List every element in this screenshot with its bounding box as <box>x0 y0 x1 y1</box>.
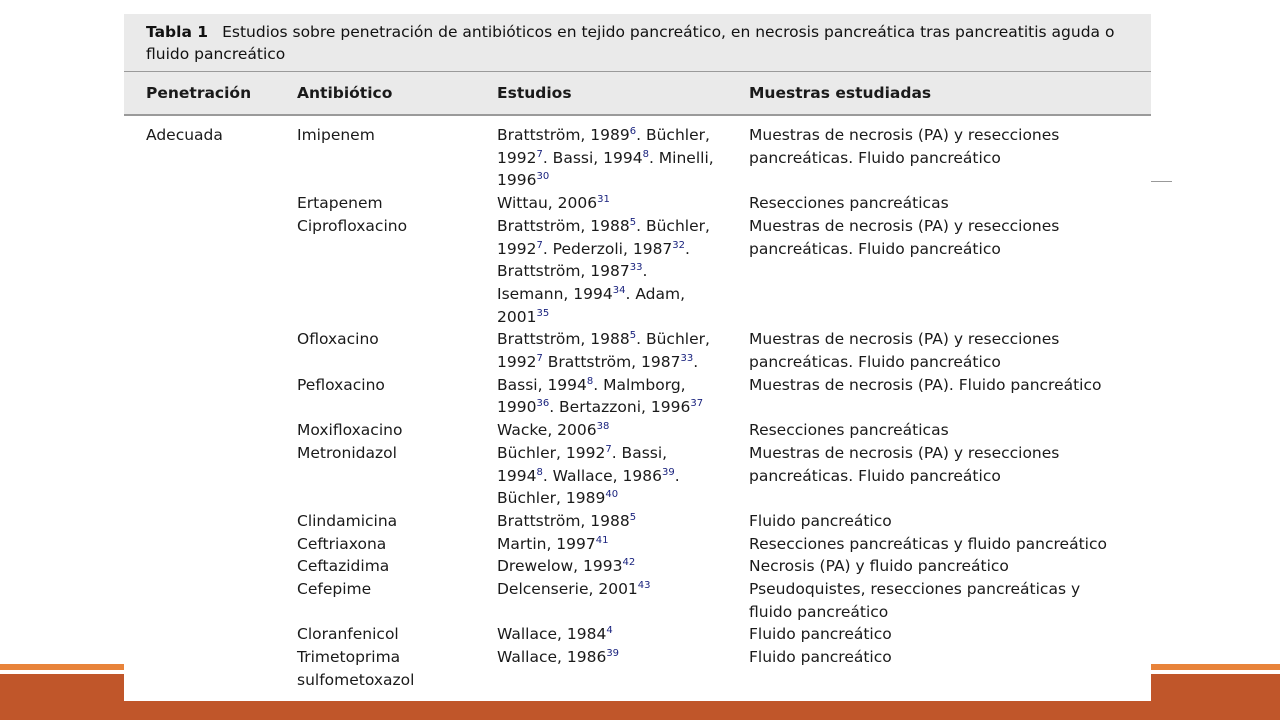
cell-muestras: Muestras de necrosis (PA) y resecciones pancreáticas. Fluido pancreático <box>749 126 1060 167</box>
cell-penetracion <box>124 215 297 329</box>
table-header-row <box>124 71 1151 116</box>
cell-penetracion <box>124 328 297 373</box>
cell-estudios <box>497 419 749 442</box>
reference-number[interactable]: 34 <box>612 284 626 296</box>
study-citation: Brattström, 1988 <box>497 216 630 235</box>
reference-number[interactable]: 8 <box>642 148 649 160</box>
cell-estudios <box>497 328 749 373</box>
reference-number[interactable]: 31 <box>597 193 610 205</box>
reference-number[interactable]: 41 <box>595 534 609 546</box>
reference-number[interactable]: 8 <box>536 466 543 478</box>
table-row <box>124 510 1151 533</box>
study-citation: Wittau, 2006 <box>497 194 598 213</box>
cell-estudios <box>497 192 749 215</box>
reference-number[interactable]: 30 <box>536 171 550 183</box>
cell-penetracion <box>124 374 297 419</box>
reference-number[interactable]: 39 <box>606 648 620 660</box>
cell-antibiotico: Ceftazidima <box>297 557 390 576</box>
cell-penetracion <box>124 419 297 442</box>
study-citation: . <box>693 353 699 372</box>
cell-penetracion: Adecuada <box>146 126 223 144</box>
cell-antibiotico: Cefepime <box>297 580 372 599</box>
reference-number[interactable]: 7 <box>536 239 543 251</box>
cell-penetracion <box>124 510 297 533</box>
study-citation: . Bertazzoni, 1996 <box>549 398 691 417</box>
study-citation: . Bassi, 1994 <box>497 443 668 485</box>
cell-antibiotico: Ertapenem <box>297 194 383 213</box>
study-citation: Brattström, 1987 <box>542 353 681 372</box>
cell-muestras: Fluido pancreático <box>749 648 892 667</box>
reference-number[interactable]: 36 <box>536 398 550 410</box>
cell-antibiotico: Ciprofloxacino <box>297 216 408 235</box>
study-citation: Wallace, 1986 <box>497 648 607 667</box>
header-estudios: Estudios <box>497 84 572 102</box>
cell-estudios <box>497 623 749 646</box>
cell-penetracion <box>124 646 297 691</box>
reference-number[interactable]: 6 <box>629 125 637 137</box>
header-antibiotico: Antibiótico <box>297 84 393 102</box>
antibiotic-table-figure <box>124 14 1151 701</box>
cell-estudios <box>497 578 749 623</box>
reference-number[interactable]: 5 <box>629 511 637 523</box>
study-citation: . Pederzoli, 1987 <box>542 239 673 258</box>
cell-muestras: Muestras de necrosis (PA) y resecciones pancreáticas. Fluido pancreático <box>749 443 1060 485</box>
table-row <box>124 419 1151 442</box>
cell-penetracion <box>124 623 297 646</box>
cell-muestras: Resecciones pancreáticas y fluido pancreático <box>749 534 1107 553</box>
cell-antibiotico: Pefloxacino <box>297 375 385 394</box>
cell-muestras: Muestras de necrosis (PA). Fluido pancreático <box>749 375 1102 394</box>
study-citation: . Isemann, 1994 <box>497 262 648 303</box>
reference-number[interactable]: 5 <box>629 216 637 228</box>
cell-penetracion <box>124 442 297 510</box>
table-row <box>124 442 1151 510</box>
header-penetracion: Penetración <box>146 84 252 102</box>
study-citation: . Büchler, 1989 <box>497 466 680 508</box>
cell-estudios <box>497 510 749 533</box>
table-row <box>124 646 1151 691</box>
table-row <box>124 555 1151 578</box>
study-citation: Bassi, 1994 <box>497 375 587 394</box>
reference-number[interactable]: 8 <box>586 375 594 387</box>
study-citation: . Adam, 2001 <box>497 284 686 326</box>
cell-antibiotico: Ceftriaxona <box>297 534 387 553</box>
table-body <box>124 116 1151 692</box>
study-citation: Brattström, 1988 <box>497 330 630 349</box>
cell-muestras: Pseudoquistes, resecciones pancreáticas y fluido pancreático <box>749 580 1081 621</box>
cell-estudios <box>497 442 749 510</box>
study-citation: . Malmborg, 1990 <box>497 375 686 417</box>
reference-number[interactable]: 39 <box>661 466 675 478</box>
reference-number[interactable]: 33 <box>680 352 694 364</box>
study-citation: . Wallace, 1986 <box>542 466 662 485</box>
header-muestras: Muestras estudiadas <box>749 84 932 102</box>
cell-estudios <box>497 124 749 192</box>
cell-muestras: Muestras de necrosis (PA) y resecciones pancreáticas. Fluido pancreático <box>749 216 1060 258</box>
cell-penetracion <box>124 192 297 215</box>
cell-muestras: Resecciones pancreáticas <box>749 194 949 213</box>
cell-antibiotico: Ofloxacino <box>297 330 379 349</box>
cell-antibiotico: Clindamicina <box>297 511 398 530</box>
table-row <box>124 192 1151 215</box>
reference-number[interactable]: 42 <box>622 557 636 569</box>
table-row <box>124 578 1151 623</box>
study-citation: Delcenserie, 2001 <box>497 580 638 599</box>
cell-penetracion <box>124 578 297 623</box>
cell-antibiotico: Cloranfenicol <box>297 625 399 644</box>
study-citation: . Minelli, 1996 <box>497 148 714 190</box>
study-citation: Brattström, 1989 <box>497 126 630 144</box>
study-citation: . Brattström, 1987 <box>497 239 690 281</box>
study-citation: Drewelow, 1993 <box>497 557 623 576</box>
cell-estudios <box>497 646 749 691</box>
table-row <box>124 374 1151 419</box>
table-caption <box>124 14 1151 61</box>
study-citation: . Bassi, 1994 <box>542 148 643 167</box>
cell-antibiotico: Trimetoprima sulfometoxazol <box>297 648 415 689</box>
study-citation: Wallace, 1984 <box>497 625 607 644</box>
reference-number[interactable]: 40 <box>605 489 619 501</box>
cell-estudios <box>497 533 749 556</box>
table-row <box>124 124 1151 192</box>
reference-number[interactable]: 33 <box>629 262 643 274</box>
reference-number[interactable]: 38 <box>596 420 610 432</box>
reference-number[interactable]: 4 <box>606 625 613 637</box>
study-citation: Büchler, 1992 <box>497 443 606 462</box>
table-row <box>124 328 1151 373</box>
reference-number[interactable]: 37 <box>690 398 704 410</box>
reference-number[interactable]: 5 <box>629 330 637 342</box>
study-citation: . Büchler, 1992 <box>497 216 710 258</box>
side-divider-line <box>1150 181 1172 182</box>
table-row <box>124 533 1151 556</box>
study-citation: Martin, 1997 <box>497 534 596 553</box>
study-citation: . Büchler, 1992 <box>497 330 710 372</box>
reference-number[interactable]: 32 <box>672 239 686 251</box>
cell-muestras: Muestras de necrosis (PA) y resecciones pancreáticas. Fluido pancreático <box>749 330 1060 372</box>
reference-number[interactable]: 35 <box>536 307 550 319</box>
reference-number[interactable]: 7 <box>605 443 612 455</box>
cell-antibiotico: Imipenem <box>297 126 375 144</box>
table-row <box>124 623 1151 646</box>
cell-penetracion <box>124 533 297 556</box>
study-citation: Brattström, 1988 <box>497 511 630 530</box>
study-citation: Wacke, 2006 <box>497 421 597 440</box>
reference-number[interactable]: 7 <box>536 352 543 364</box>
cell-penetracion <box>124 555 297 578</box>
caption-text: Estudios sobre penetración de antibióticos en tejido pancreático, en necrosis pancreática tras pancreatitis aguda o fluido pancreático <box>146 23 1115 63</box>
table-row <box>124 215 1151 329</box>
reference-number[interactable]: 43 <box>637 579 651 591</box>
reference-number[interactable]: 7 <box>536 148 543 160</box>
cell-antibiotico: Moxifloxacino <box>297 421 403 440</box>
study-citation: . Büchler, 1992 <box>497 126 710 167</box>
cell-estudios <box>497 555 749 578</box>
cell-antibiotico: Metronidazol <box>297 443 397 462</box>
cell-estudios <box>497 215 749 329</box>
cell-estudios <box>497 374 749 419</box>
caption-label: Tabla 1 <box>146 23 209 41</box>
cell-muestras: Fluido pancreático <box>749 511 892 530</box>
cell-muestras: Necrosis (PA) y fluido pancreático <box>749 557 1009 576</box>
cell-muestras: Fluido pancreático <box>749 625 892 644</box>
cell-muestras: Resecciones pancreáticas <box>749 421 949 440</box>
